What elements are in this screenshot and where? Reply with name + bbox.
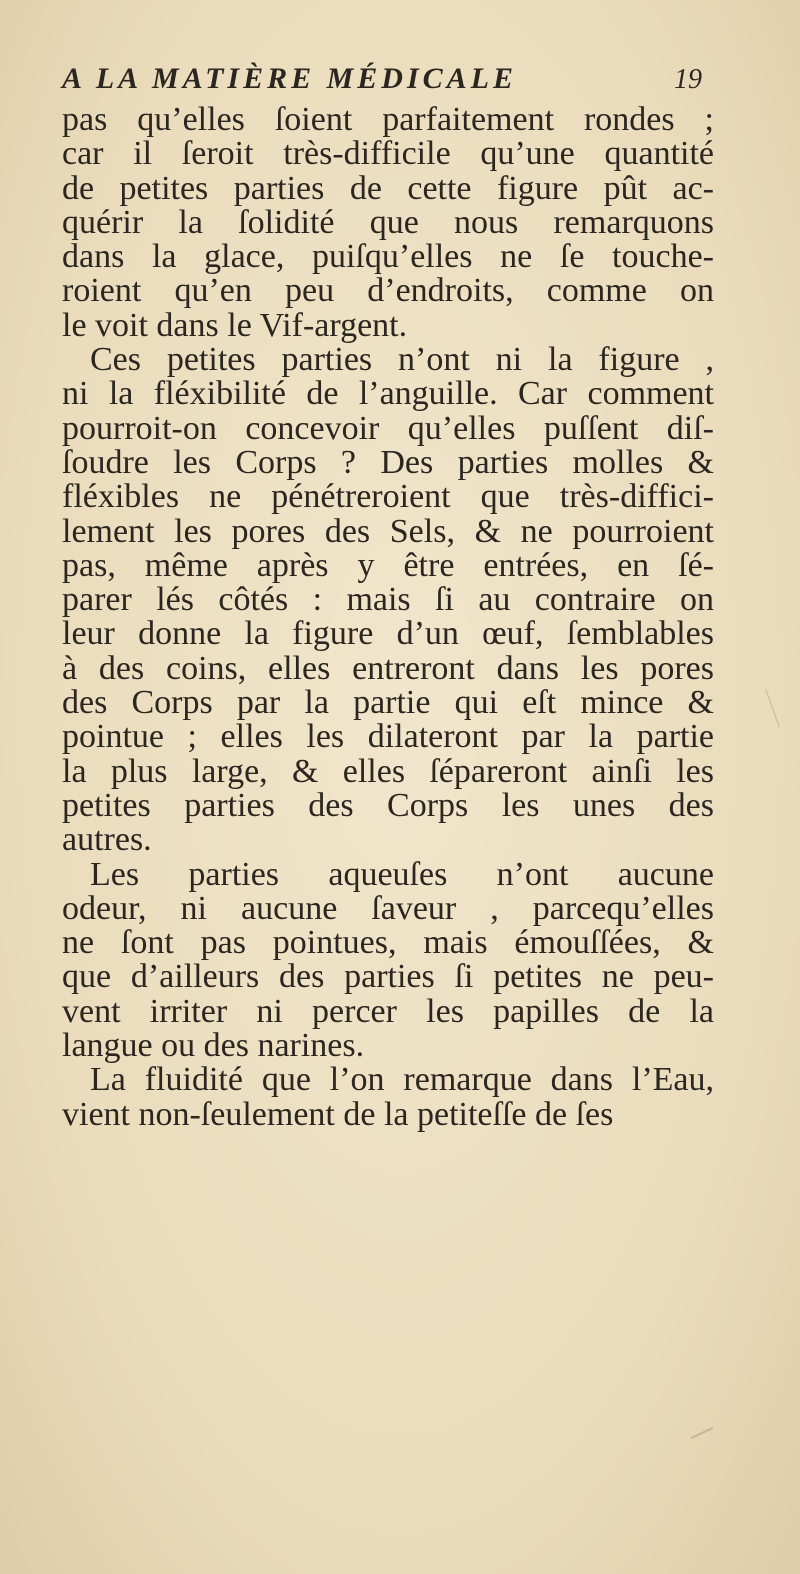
text-line: quérir la ſolidité que nous remarquons bbox=[62, 203, 714, 241]
text-line: ne ſont pas pointues, mais émouſſées, & bbox=[62, 924, 714, 962]
body-text bbox=[62, 103, 714, 1132]
text-line: parer lés côtés : mais ſi au contraire on bbox=[62, 581, 714, 619]
text-line: lement les pores des Sels, & ne pourroient bbox=[62, 512, 714, 550]
text-line: ſoudre les Corps ? Des parties molles & bbox=[62, 443, 714, 481]
paragraph bbox=[62, 855, 714, 1065]
text-line: pourroit-on concevoir qu’elles puſſent diſ- bbox=[62, 409, 714, 447]
text-line: dans la glace, puiſqu’elles ne ſe touche- bbox=[62, 238, 714, 276]
text-line: Ces petites parties n’ont ni la figure , bbox=[90, 341, 714, 379]
text-line: petites parties des Corps les unes des bbox=[62, 786, 714, 824]
text-line: pointue ; elles les dilateront par la partie bbox=[62, 718, 714, 756]
text-line: à des coins, elles entreront dans les pores bbox=[62, 649, 714, 687]
text-line: pas qu’elles ſoient parfaitement rondes ; bbox=[62, 101, 714, 138]
text-line: langue ou des narines. bbox=[62, 1027, 365, 1065]
text-line: vient non-ſeulement de la petiteſſe de ſes bbox=[62, 1095, 614, 1133]
text-line: autres. bbox=[62, 821, 152, 859]
text-line: vent irriter ni percer les papilles de la bbox=[62, 992, 714, 1030]
text-line: la plus large, & elles ſépareront ainſi les bbox=[62, 752, 714, 790]
text-line: de petites parties de cette figure pût ac- bbox=[62, 169, 714, 207]
page-number: 19 bbox=[674, 64, 702, 95]
text-line: ni la fléxibilité de l’anguille. Car comment bbox=[62, 375, 714, 413]
paragraph bbox=[62, 1063, 714, 1132]
text-line: pas, même après y être entrées, en ſé- bbox=[62, 546, 714, 584]
text-line: fléxibles ne pénétreroient que très-diffici- bbox=[62, 478, 714, 516]
text-line: car il ſeroit très-difficile qu’une quantité bbox=[62, 135, 714, 173]
text-line: que d’ailleurs des parties ſi petites ne peu- bbox=[62, 958, 714, 996]
paragraph bbox=[62, 343, 714, 857]
ink-speck bbox=[691, 1427, 714, 1439]
text-line: roient qu’en peu d’endroits, comme on bbox=[62, 272, 714, 310]
text-line: odeur, ni aucune ſaveur , parcequ’elles bbox=[62, 889, 714, 927]
running-head: A LA MATIÈRE MÉDICALE bbox=[62, 62, 517, 95]
text-line: La fluidité que l’on remarque dans l’Eau, bbox=[90, 1061, 714, 1099]
paragraph bbox=[62, 103, 714, 343]
text-line: leur donne la figure d’un œuf, ſemblables bbox=[62, 615, 714, 653]
page-header bbox=[62, 62, 702, 102]
text-line: Les parties aqueuſes n’ont aucune bbox=[90, 855, 714, 893]
text-line: le voit dans le Vif-argent. bbox=[62, 306, 408, 344]
text-line: des Corps par la partie qui eſt mince & bbox=[62, 684, 714, 722]
paper-crease-mark bbox=[765, 689, 780, 727]
